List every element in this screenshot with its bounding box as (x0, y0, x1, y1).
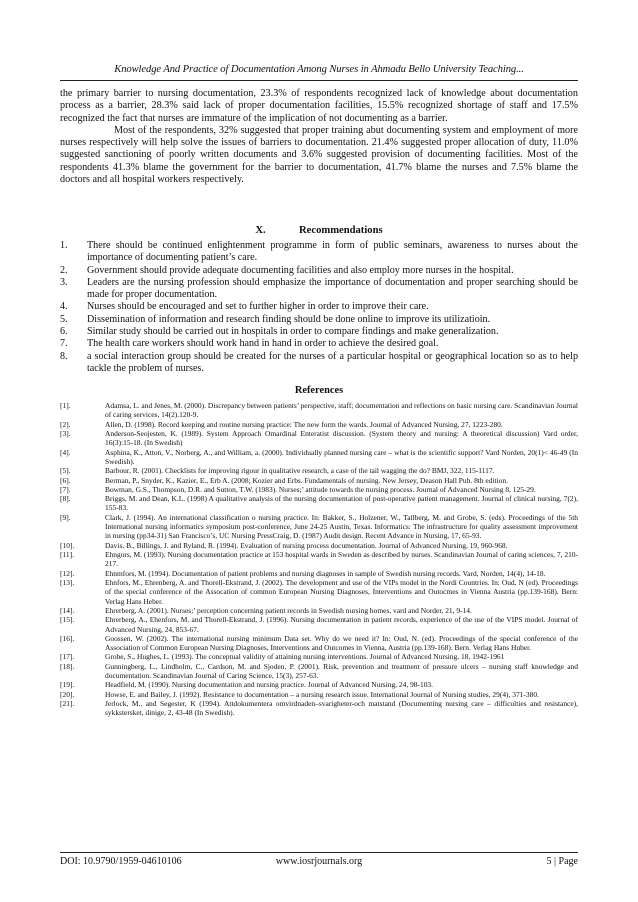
references-list (60, 401, 578, 718)
reference-number: [7]. (60, 484, 71, 494)
reference-item (60, 541, 578, 550)
reference-text: Jerlock, M., and Segester, K (1994). Attdokumentera omvirdnaden–svarigheter-och matstand (Documenting nursing care – difficulties and resistance), sykkstersket, dinige, 2, 43-48 (In Swedish). (105, 699, 578, 718)
reference-item (60, 680, 578, 689)
recommendation-item (60, 240, 578, 265)
reference-text: Clark, J. (1994). An international classification o nursing practice. In: Bakker, S., Holzener, W., Tallberg, M. and Grobe, S. (eds). Proceedings of the 5th International nursing informatics symposium post-conference, June 24-25 Austin, Texas. Informatics: The infrastructure for quality assessment improvement in nursing (pp34-31) San Francisco’s, UC Nursing PressCraig, D. (1987) Audit design. Recent Advance in Nursing, 17, 65-93. (105, 512, 578, 541)
running-header: Knowledge And Practice of Documentation Among Nurses in Ahmadu Bello University Teaching... (114, 64, 524, 75)
section-title: Recommendations (299, 225, 383, 236)
reference-number: [2]. (60, 419, 71, 429)
item-text: There should be continued enlightenment programme in form of public seminars, awareness to nurses about the importance of documenting patient’s care. (87, 240, 578, 264)
footer-website: www.iosrjournals.org (275, 856, 363, 867)
item-text: Nurses should be encouraged and set to further higher in order to improve their care. (87, 301, 429, 313)
reference-number: [20]. (60, 689, 75, 699)
reference-text: Headfield, M. (1990). Nursing documentation and nursing practice. Journal of Advanced Nursing, 24, 98-103. (105, 680, 434, 690)
item-text: Similar study should be carried out in hospitals in order to compare findings and make generalization. (87, 326, 499, 338)
reference-text: Grobe, S., Hughes, L. (1993). The conceptual validity of attaining nursing interventions. Journal of Advanced Nursing, 18, 1942-1961 (105, 652, 505, 662)
reference-item (60, 401, 578, 420)
recommendation-item (60, 277, 578, 302)
recommendation-item (60, 326, 578, 338)
reference-number: [16]. (60, 633, 75, 643)
item-text: The health care workers should work hand in hand in order to achieve the desired goal. (87, 338, 439, 350)
reference-number: [6]. (60, 475, 71, 485)
reference-text: Ehngors, M. (1993). Nursing documentation practice at 153 hospital wards in Sweden as described by nurses. Scandinavian Journal of caring sciences, 7, 210-217. (105, 550, 578, 569)
recommendation-item (60, 314, 578, 326)
reference-item (60, 448, 578, 467)
item-text: Leaders are the nursing profession should emphasize the importance of documentation and proper searching should be made for proper documentation. (87, 276, 578, 301)
reference-item (60, 466, 578, 475)
reference-number: [4]. (60, 447, 71, 457)
reference-item (60, 662, 578, 681)
reference-number: [12]. (60, 568, 75, 578)
item-number: 5. (60, 313, 68, 325)
recommendation-item (60, 265, 578, 277)
reference-text: Asphina, K., Atton, V., Norberg, A., and William, a. (2000). Individually planned nursing care – what is the scientific support? Vard Norden, 20(1)< 46-49 (In Swedish). (105, 447, 578, 466)
reference-item (60, 513, 578, 541)
footer-doi: DOI: 10.9790/1959-04610106 (60, 856, 182, 867)
reference-number: [13]. (60, 577, 75, 587)
reference-item (60, 615, 578, 634)
reference-item (60, 578, 578, 606)
reference-text: Ehrerberg, A., Ehenfors, M. and Thorell-Ekstrand, J. (1996). Nursing documentation in patient records, experience of the use of the VIPS model. Journal of Advanced Nursing, 24, 853-67. (105, 615, 578, 634)
item-number: 1. (60, 240, 68, 251)
item-number: 4. (60, 301, 68, 313)
reference-text: Davis, B., Billings, J. and Ryland, R. (1994). Evaluation of nursing process documentation. Journal of Advanced Nursing, 19, 960-968. (105, 540, 508, 550)
reference-item (60, 690, 578, 699)
reference-text: Ehnmfors, M. (1994). Documentation of patient problems and nursing diagnoses in sample of Swedish nursing records. Vard, Norden, 14(4), 14-18. (105, 568, 546, 578)
reference-text: Allen, D. (1998). Record keeping and routine nursing practice: The new form the wards. Journal of Advanced Nursing, 27, 1223-280. (105, 419, 503, 429)
reference-item (60, 569, 578, 578)
reference-number: [8]. (60, 494, 71, 504)
references-heading: References (294, 385, 344, 396)
item-number: 3. (60, 276, 68, 288)
reference-item (60, 494, 578, 513)
reference-item (60, 485, 578, 494)
item-number: 7. (60, 338, 68, 350)
footer-page-number: 5 | Page (546, 856, 578, 867)
reference-text: Adamsa, L. and Jenes, M. (2000). Discrepancy between patients’ perspective, staff; documentation and reflections on basic nursing care. Scandinavian Journal of caring services, 14(2).120-9. (105, 401, 578, 420)
reference-text: Howse, E. and Bailey, J. (1992). Resistance to documentation – a nursing research issue. International Journal of Nursing studies, 29(4), 371-380. (105, 689, 539, 699)
reference-number: [11]. (60, 550, 74, 559)
reference-item (60, 634, 578, 653)
paragraph: Most of the respondents, 32% suggested that proper training abut documenting system and employment of more nurses respectively will help solve the issues of barriers to documentation. 21.4% suggested proper allocation of duty, 11.0% suggested sanctioning of poorly written documents and 3.6% suggested provision of documenting facilities. Most of the respondents 41.3% blame the government for the barrier to documentation, 41.7% blame the nurses and 7.5% blame the doctors and all hospital workers respectively. (60, 124, 578, 186)
reference-item (60, 476, 578, 485)
reference-item (60, 699, 578, 718)
reference-number: [15]. (60, 615, 75, 625)
reference-item (60, 420, 578, 429)
item-number: 2. (60, 264, 68, 276)
reference-item (60, 550, 578, 569)
reference-item (60, 652, 578, 661)
recommendations-list (60, 240, 578, 375)
header-rule (60, 80, 578, 81)
section-number: X. (255, 225, 266, 236)
body-text (60, 88, 578, 186)
recommendation-item (60, 351, 578, 376)
reference-number: [3]. (60, 428, 71, 438)
reference-number: [21]. (60, 699, 75, 708)
item-text: a social interaction group should be created for the nurses of a particular hospital or geographical location so as to help tackle the problem of nurses. (87, 350, 578, 374)
item-text: Government should provide adequate documenting facilities and also employ more nurses in the hospital. (87, 264, 514, 276)
reference-text: Briggs, M. and Dean, K.L. (1998) A qualitative analysis of the nursing documentation of post-operative patient management. Journal of clinical nursing, 7(2), 155-83. (105, 494, 578, 513)
item-number: 8. (60, 350, 68, 362)
reference-text: Goossen, W. (2002). The international nursing minimum Data set. Why do we need it? In: Oud, N. (ed). Proceedings of the special conference of the Association of Common European Nursing Diagnoses, Interventions and Outcomes in Vienna, Austria (pp.139-168). Bern. Verlag Hans Huber. (105, 633, 578, 653)
reference-item (60, 429, 578, 448)
reference-number: [5]. (60, 466, 71, 476)
reference-number: [18]. (60, 661, 75, 671)
recommendation-item (60, 338, 578, 350)
paragraph: the primary barrier to nursing documentation, 23.3% of respondents recognized lack of knowledge about documentation process as a barrier, 28.3% said lack of proper documentation facilities, 15.5% recognized shortage of staff and 17.5% recognized the fact that nurses are immature of the implication of not documenting as a barrier. (60, 88, 578, 124)
reference-text: Bowman, G.S., Thompson, D.R. and Sutton, T.W. (1983). Nurses;’ attitude towards the nursing process. Journal of Advanced Nursing 8, 125-29. (105, 484, 536, 494)
recommendation-item (60, 301, 578, 313)
reference-number: [17]. (60, 652, 75, 662)
reference-text: Ehrerberg, A. (2001). Nurses;’ perception concerning patient records in Swedish nursing homes, vard and Norder, 21, 9-14. (105, 605, 472, 615)
section-heading (60, 225, 578, 236)
reference-text: Gunningberg, L., Lindholm, C., Cardson, M. and Sjoden, P. (2001). Risk, prevention and treatment of pressure ulcers – nursing staff knowledge and documentation. Scandinavian Journal of Caring Science, 15(3), 257-63. (105, 661, 578, 681)
reference-text: Barbour, R. (2001). Checklists for improving rigour in qualitative research, a case of the tail wagging the do? BMJ, 322, 115-1117. (105, 466, 495, 476)
reference-item (60, 606, 578, 615)
footer-rule (60, 852, 578, 853)
reference-number: [1]. (60, 401, 71, 410)
reference-number: [19]. (60, 680, 75, 690)
reference-text: Anderson-Seojesten, K. (1989). System Approach Omardinal Enteratist discussion. (System theory and nursing: A theoretical discussion) Vard order, 16(3):15-18. (In Swedish) (105, 428, 578, 448)
reference-text: Berman, P., Snyder, K., Kazier, E., Erb A. (2008; Kozier and Erbs. Fundamentals of nursing. New Jersey, Deason Hall Pub. 8th edition. (105, 475, 508, 485)
item-text: Dissemination of information and research finding should be done online to improve its utilizatioin. (87, 313, 491, 325)
item-number: 6. (60, 326, 68, 338)
reference-number: [9]. (60, 512, 71, 522)
reference-number: [14]. (60, 605, 75, 615)
reference-text: Ehnfors, M., Ehrenberg, A. and Thorell-Ekstrand, J. (2002). The development and use of the VIPs model in the Nordi Countries. In: Oud, N (ed). Proceedings of the special conference of the Assocation of common European Nursing Diagnoses, Interventions and Outocmes in Vienna Austria (pp.139-168). Bern: Verlag Hans Heber. (105, 577, 578, 606)
reference-number: [10]. (60, 540, 75, 550)
